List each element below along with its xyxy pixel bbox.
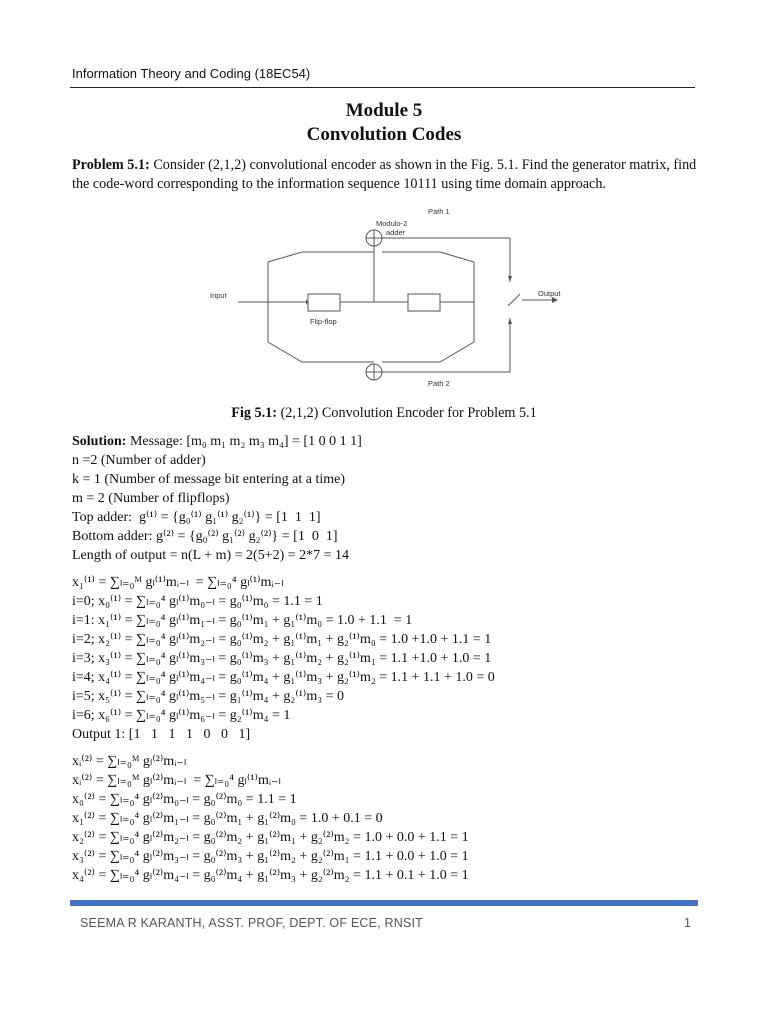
subject-title: Convolution Codes [306, 124, 462, 145]
output1-line: i=0; x₀⁽¹⁾ = ∑ₗ₌₀⁴ gₗ⁽¹⁾m₀₋ₗ = g₀⁽¹⁾m₀ = 1.1 = 1 [72, 594, 323, 609]
solution-line: k = 1 (Number of message bit entering at a time) [72, 472, 346, 487]
module-title: Module 5 [345, 100, 423, 121]
solution-line: Solution: Message: [m₀ m₁ m₂ m₃ m₄] = [1 0 0 1 1] [72, 434, 362, 449]
page-number: 1 [684, 916, 691, 930]
solution-line: Bottom adder: g⁽²⁾ = {g₀⁽²⁾ g₁⁽²⁾ g₂⁽²⁾} = [1 0 1] [72, 529, 338, 544]
flipflop-1 [308, 294, 340, 311]
caption-text: (2,1,2) Convolution Encoder for Problem 5.1 [277, 405, 537, 421]
figure-caption [0, 405, 768, 422]
output2-line: x₁⁽²⁾ = ∑ₗ₌₀⁴ gₗ⁽²⁾m₁₋ₗ = g₀⁽²⁾m₁ + g₁⁽²⁾m₀ = 1.0 + 0.1 = 0 [72, 811, 383, 826]
arrow-bottom-icon [508, 318, 512, 324]
arrow-top-icon [508, 276, 512, 282]
solution-line: Top adder: g⁽¹⁾ = {g₀⁽¹⁾ g₁⁽¹⁾ g₂⁽¹⁾} = [1 1 1] [72, 510, 321, 525]
header-rule [70, 87, 695, 88]
output1-line: i=3; x₃⁽¹⁾ = ∑ₗ₌₀⁴ gₗ⁽¹⁾m₃₋ₗ = g₀⁽¹⁾m₃ + g₁⁽¹⁾m₂ + g₂⁽¹⁾m₁ = 1.1 +1.0 + 1.0 = 1 [72, 651, 492, 666]
output1-line: x₁⁽¹⁾ = ∑ₗ₌₀ᴹ gₗ⁽¹⁾mᵢ₋ₗ = ∑ₗ₌₀⁴ gₗ⁽¹⁾mᵢ₋ₗ [72, 575, 284, 590]
flipflop-2 [408, 294, 440, 311]
encoder-diagram [200, 202, 580, 392]
solution-line: m = 2 (Number of flipflops) [72, 491, 230, 506]
output2-line: x₄⁽²⁾ = ∑ₗ₌₀⁴ gₗ⁽²⁾m₄₋ₗ = g₀⁽²⁾m₄ + g₁⁽²⁾m₃ + g₂⁽²⁾m₂ = 1.1 + 0.1 + 1.0 = 1 [72, 868, 469, 883]
output1-line: i=6; x₆⁽¹⁾ = ∑ₗ₌₀⁴ gₗ⁽¹⁾m₆₋ₗ = g₂⁽¹⁾m₄ = 1 [72, 708, 291, 723]
footer-bar [70, 900, 698, 906]
label-path2: Path 2 [428, 379, 450, 388]
output1-line: i=4; x₄⁽¹⁾ = ∑ₗ₌₀⁴ gₗ⁽¹⁾m₄₋ₗ = g₀⁽¹⁾m₄ + g₁⁽¹⁾m₃ + g₂⁽¹⁾m₂ = 1.1 + 1.1 + 1.0 = 0 [72, 670, 495, 685]
solution-line: Length of output = n(L + m) = 2(5+2) = 2*7 = 14 [72, 548, 350, 563]
solution-block [72, 432, 712, 885]
output2-line: x₂⁽²⁾ = ∑ₗ₌₀⁴ gₗ⁽²⁾m₂₋ₗ = g₀⁽²⁾m₂ + g₁⁽²⁾m₁ + g₂⁽²⁾m₂ = 1.0 + 0.0 + 1.1 = 1 [72, 830, 469, 845]
solution-label: Solution: [72, 434, 127, 449]
output2-line: x₀⁽²⁾ = ∑ₗ₌₀⁴ gₗ⁽²⁾m₀₋ₗ = g₀⁽²⁾m₀ = 1.1 = 1 [72, 792, 297, 807]
label-input: Input [210, 291, 227, 300]
output2-line: x₃⁽²⁾ = ∑ₗ₌₀⁴ gₗ⁽²⁾m₃₋ₗ = g₀⁽²⁾m₃ + g₁⁽²⁾m₂ + g₂⁽²⁾m₁ = 1.1 + 0.0 + 1.0 = 1 [72, 849, 469, 864]
problem-label: Problem 5.1: [72, 157, 150, 173]
footer-author: SEEMA R KARANTH, ASST. PROF, DEPT. OF ECE, RNSIT [80, 916, 423, 930]
problem-statement [72, 156, 702, 194]
label-adder: adder [386, 228, 406, 237]
problem-text: Consider (2,1,2) convolutional encoder as shown in the Fig. 5.1. Find the generator matrix, find the code-word corresponding to the information sequence 10111 using time domain approach. [72, 157, 697, 192]
label-flipflop: Flip-flop [310, 317, 337, 326]
output2-line: xᵢ⁽²⁾ = ∑ₗ₌₀ᴹ gₗ⁽²⁾mᵢ₋ₗ = ∑ₗ₌₀⁴ gₗ⁽¹⁾mᵢ₋ₗ [72, 773, 281, 788]
page-header: Information Theory and Coding (18EC54) [72, 66, 311, 81]
solution-line: n =2 (Number of adder) [72, 453, 206, 468]
output1-line: i=2; x₂⁽¹⁾ = ∑ₗ₌₀⁴ gₗ⁽¹⁾m₂₋ₗ = g₀⁽¹⁾m₂ + g₁⁽¹⁾m₁ + g₂⁽¹⁾m₀ = 1.0 +1.0 + 1.1 = 1 [72, 632, 492, 647]
label-modulo: Modulo-2 [376, 219, 408, 228]
caption-label: Fig 5.1: [231, 405, 278, 421]
label-output: Output [538, 289, 561, 298]
output1-result: Output 1: [1 1 1 1 0 0 1] [72, 727, 251, 742]
label-path1: Path 1 [428, 207, 450, 216]
output2-line: xᵢ⁽²⁾ = ∑ₗ₌₀ᴹ gₗ⁽²⁾mᵢ₋ₗ [72, 754, 187, 769]
output1-line: i=1: x₁⁽¹⁾ = ∑ₗ₌₀⁴ gₗ⁽¹⁾m₁₋ₗ = g₀⁽¹⁾m₁ + g₁⁽¹⁾m₀ = 1.0 + 1.1 = 1 [72, 613, 413, 628]
output1-line: i=5; x₅⁽¹⁾ = ∑ₗ₌₀⁴ gₗ⁽¹⁾m₅₋ₗ = g₁⁽¹⁾m₄ + g₂⁽¹⁾m₃ = 0 [72, 689, 345, 704]
